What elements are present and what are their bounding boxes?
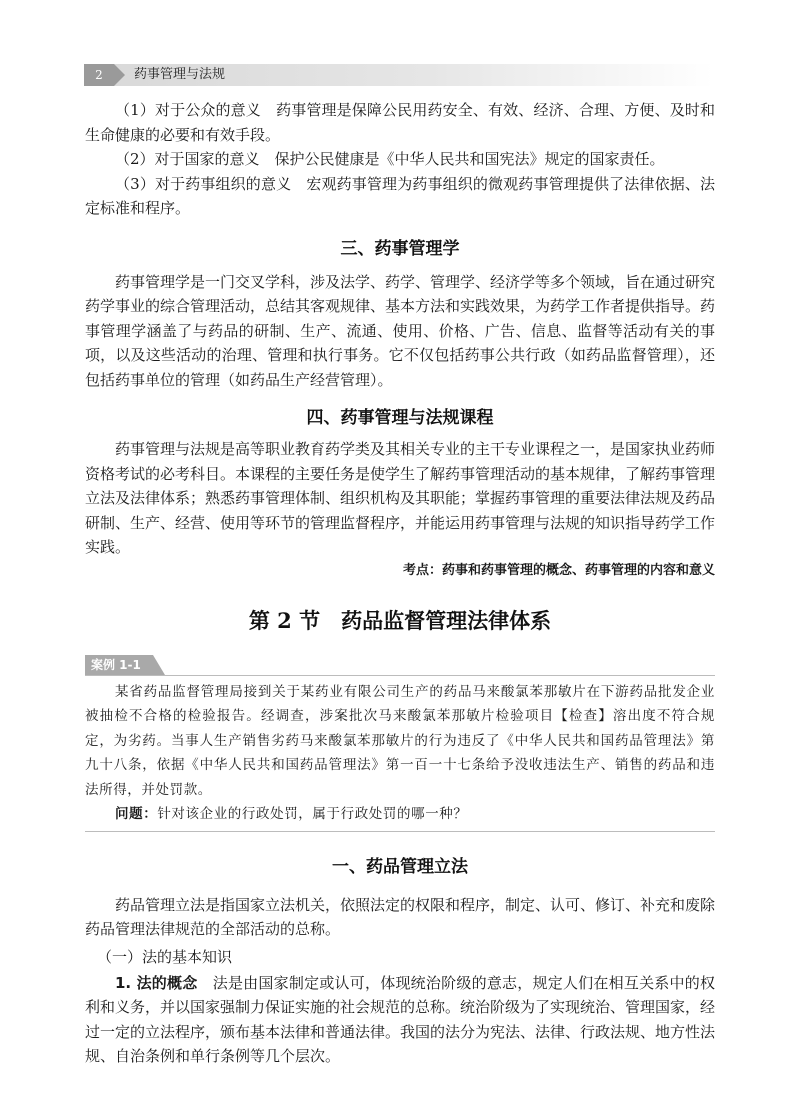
page-content — [85, 98, 715, 1069]
section-heading-pharmacy-administration: 三、药事管理学 — [340, 238, 460, 259]
section-heading-course: 四、药事管理与法规课程 — [306, 408, 494, 428]
significance-public: （1）对于公众的意义 药事管理是保障公民用药安全、有效、经济、合理、方便、及时和生命健康的必要和有效手段。 — [85, 101, 715, 144]
exam-point-note: 考点：药事和药事管理的概念、药事管理的内容和意义 — [402, 562, 715, 578]
case-label-tab — [153, 655, 165, 675]
chapter-section-title: 第 2 节 药品监督管理法律体系 — [248, 607, 552, 633]
page-number-arrow — [114, 64, 125, 86]
section-paragraph-legislation: 药品管理立法是指国家立法机关，依照法定的权限和程序，制定、认可、修订、补充和废除药品管理法律规范的全部活动的总称。 — [85, 895, 716, 938]
sub-heading-law-basics: （一）法的基本知识 — [97, 947, 233, 966]
significance-organization: （3）对于药事组织的意义 宏观药事管理为药事组织的微观药事管理提供了法律依据、法定标准和程序。 — [85, 174, 715, 217]
running-title: 药事管理与法规 — [134, 67, 226, 82]
section-heading-legislation: 一、药品管理立法 — [332, 856, 468, 877]
case-question — [85, 802, 715, 827]
case-body — [85, 676, 715, 832]
question-label: 问题： — [115, 806, 158, 822]
page-header — [84, 64, 714, 86]
case-box — [85, 655, 715, 832]
section-paragraph-pharmacy-administration: 药事管理学是一门交叉学科，涉及法学、药学、管理学、经济学等多个领域，旨在通过研究药学事业的综合管理活动，总结其客观规律、基本方法和实践效果，为药学工作者提供指导。药事管理学涵盖了与药品的研制、生产、流通、使用、价格、广告、信息、监督等活动有关的事项，以及这些活动的治理、管理和执行事务。它不仅包括药事公共行政（如药品监督管理），还包括药事单位的管理（如药品生产经营管理）。 — [85, 272, 716, 389]
page-number: 2 — [84, 64, 114, 86]
case-text: 某省药品监督管理局接到关于某药业有限公司生产的药品马来酸氯苯那敏片在下游药品批发企业被抽检不合格的检验报告。经调查，涉案批次马来酸氯苯那敏片检验项目【检查】溶出度不符合规定，为劣药。当事人生产销售劣药马来酸氯苯那敏片的行为违反了《中华人民共和国药品管理法》第九十八条，依据《中华人民共和国药品管理法》第一百一十七条给予没收违法生产、销售的药品和违法所得，并处罚款。 — [85, 683, 715, 798]
case-header — [85, 655, 715, 676]
question-text: 针对该企业的行政处罚，属于行政处罚的哪一种？ — [157, 806, 468, 822]
case-label: 案例 1-1 — [85, 655, 153, 675]
significance-state: （2）对于国家的意义 保护公民健康是《中华人民共和国宪法》规定的国家责任。 — [115, 150, 665, 168]
law-concept-paragraph — [85, 971, 715, 1069]
section-paragraph-course: 药事管理与法规是高等职业教育药学类及其相关专业的主干专业课程之一，是国家执业药师资格考试的必考科目。本课程的主要任务是使学生了解药事管理活动的基本规律，了解药事管理立法及法律体系；熟悉药事管理体制、组织机构及其职能；掌握药事管理的重要法律法规及药品研制、生产、经营、使用等环节的管理监督程序，并能运用药事管理与法规的知识指导药学工作实践。 — [85, 440, 716, 556]
law-concept-term: 1. 法的概念 — [115, 973, 198, 992]
law-concept-text: 法是由国家制定或认可，体现统治阶级的意志，规定人们在相互关系中的权利和义务，并以国家强制力保证实施的社会规范的总称。统治阶级为了实现统治、管理国家，经过一定的立法程序，颁布基本法律和普通法律。我国的法分为宪法、法律、行政法规、地方性法规、自治条例和单行条例等几个层次。 — [85, 973, 716, 1065]
